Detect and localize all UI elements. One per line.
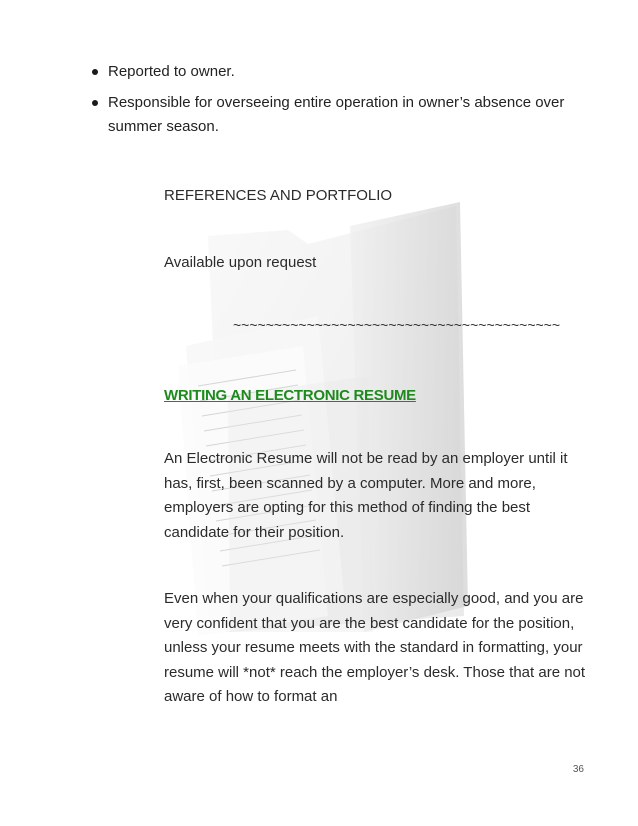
bullet-icon	[92, 100, 98, 106]
page-number: 36	[572, 764, 584, 775]
references-text: Available upon request	[164, 254, 317, 271]
list-item: Responsible for overseeing entire operation in owner’s absence over summer season.	[92, 91, 592, 139]
paragraph: Even when your qualifications are especially good, and you are very confident that you are the best candidate for the position, unless your resume meets with the standard in formatting, your resume will *not* reach the employer’s desk. Those that are not aware of how to format an	[164, 590, 586, 705]
experience-bullet-list	[92, 60, 592, 146]
references-heading: REFERENCES AND PORTFOLIO	[164, 187, 393, 204]
section-separator: ~~~~~~~~~~~~~~~~~~~~~~~~~~~~~~~~~~~~~~~~	[233, 317, 561, 333]
list-item: Reported to owner.	[92, 60, 592, 84]
paragraph: An Electronic Resume will not be read by an employer until it has, first, been scanned by a computer. More and more, employers are opting for this method of finding the best candidate for their position.	[164, 450, 568, 541]
electronic-resume-heading: WRITING AN ELECTRONIC RESUME	[164, 387, 416, 404]
bullet-icon	[92, 69, 98, 75]
